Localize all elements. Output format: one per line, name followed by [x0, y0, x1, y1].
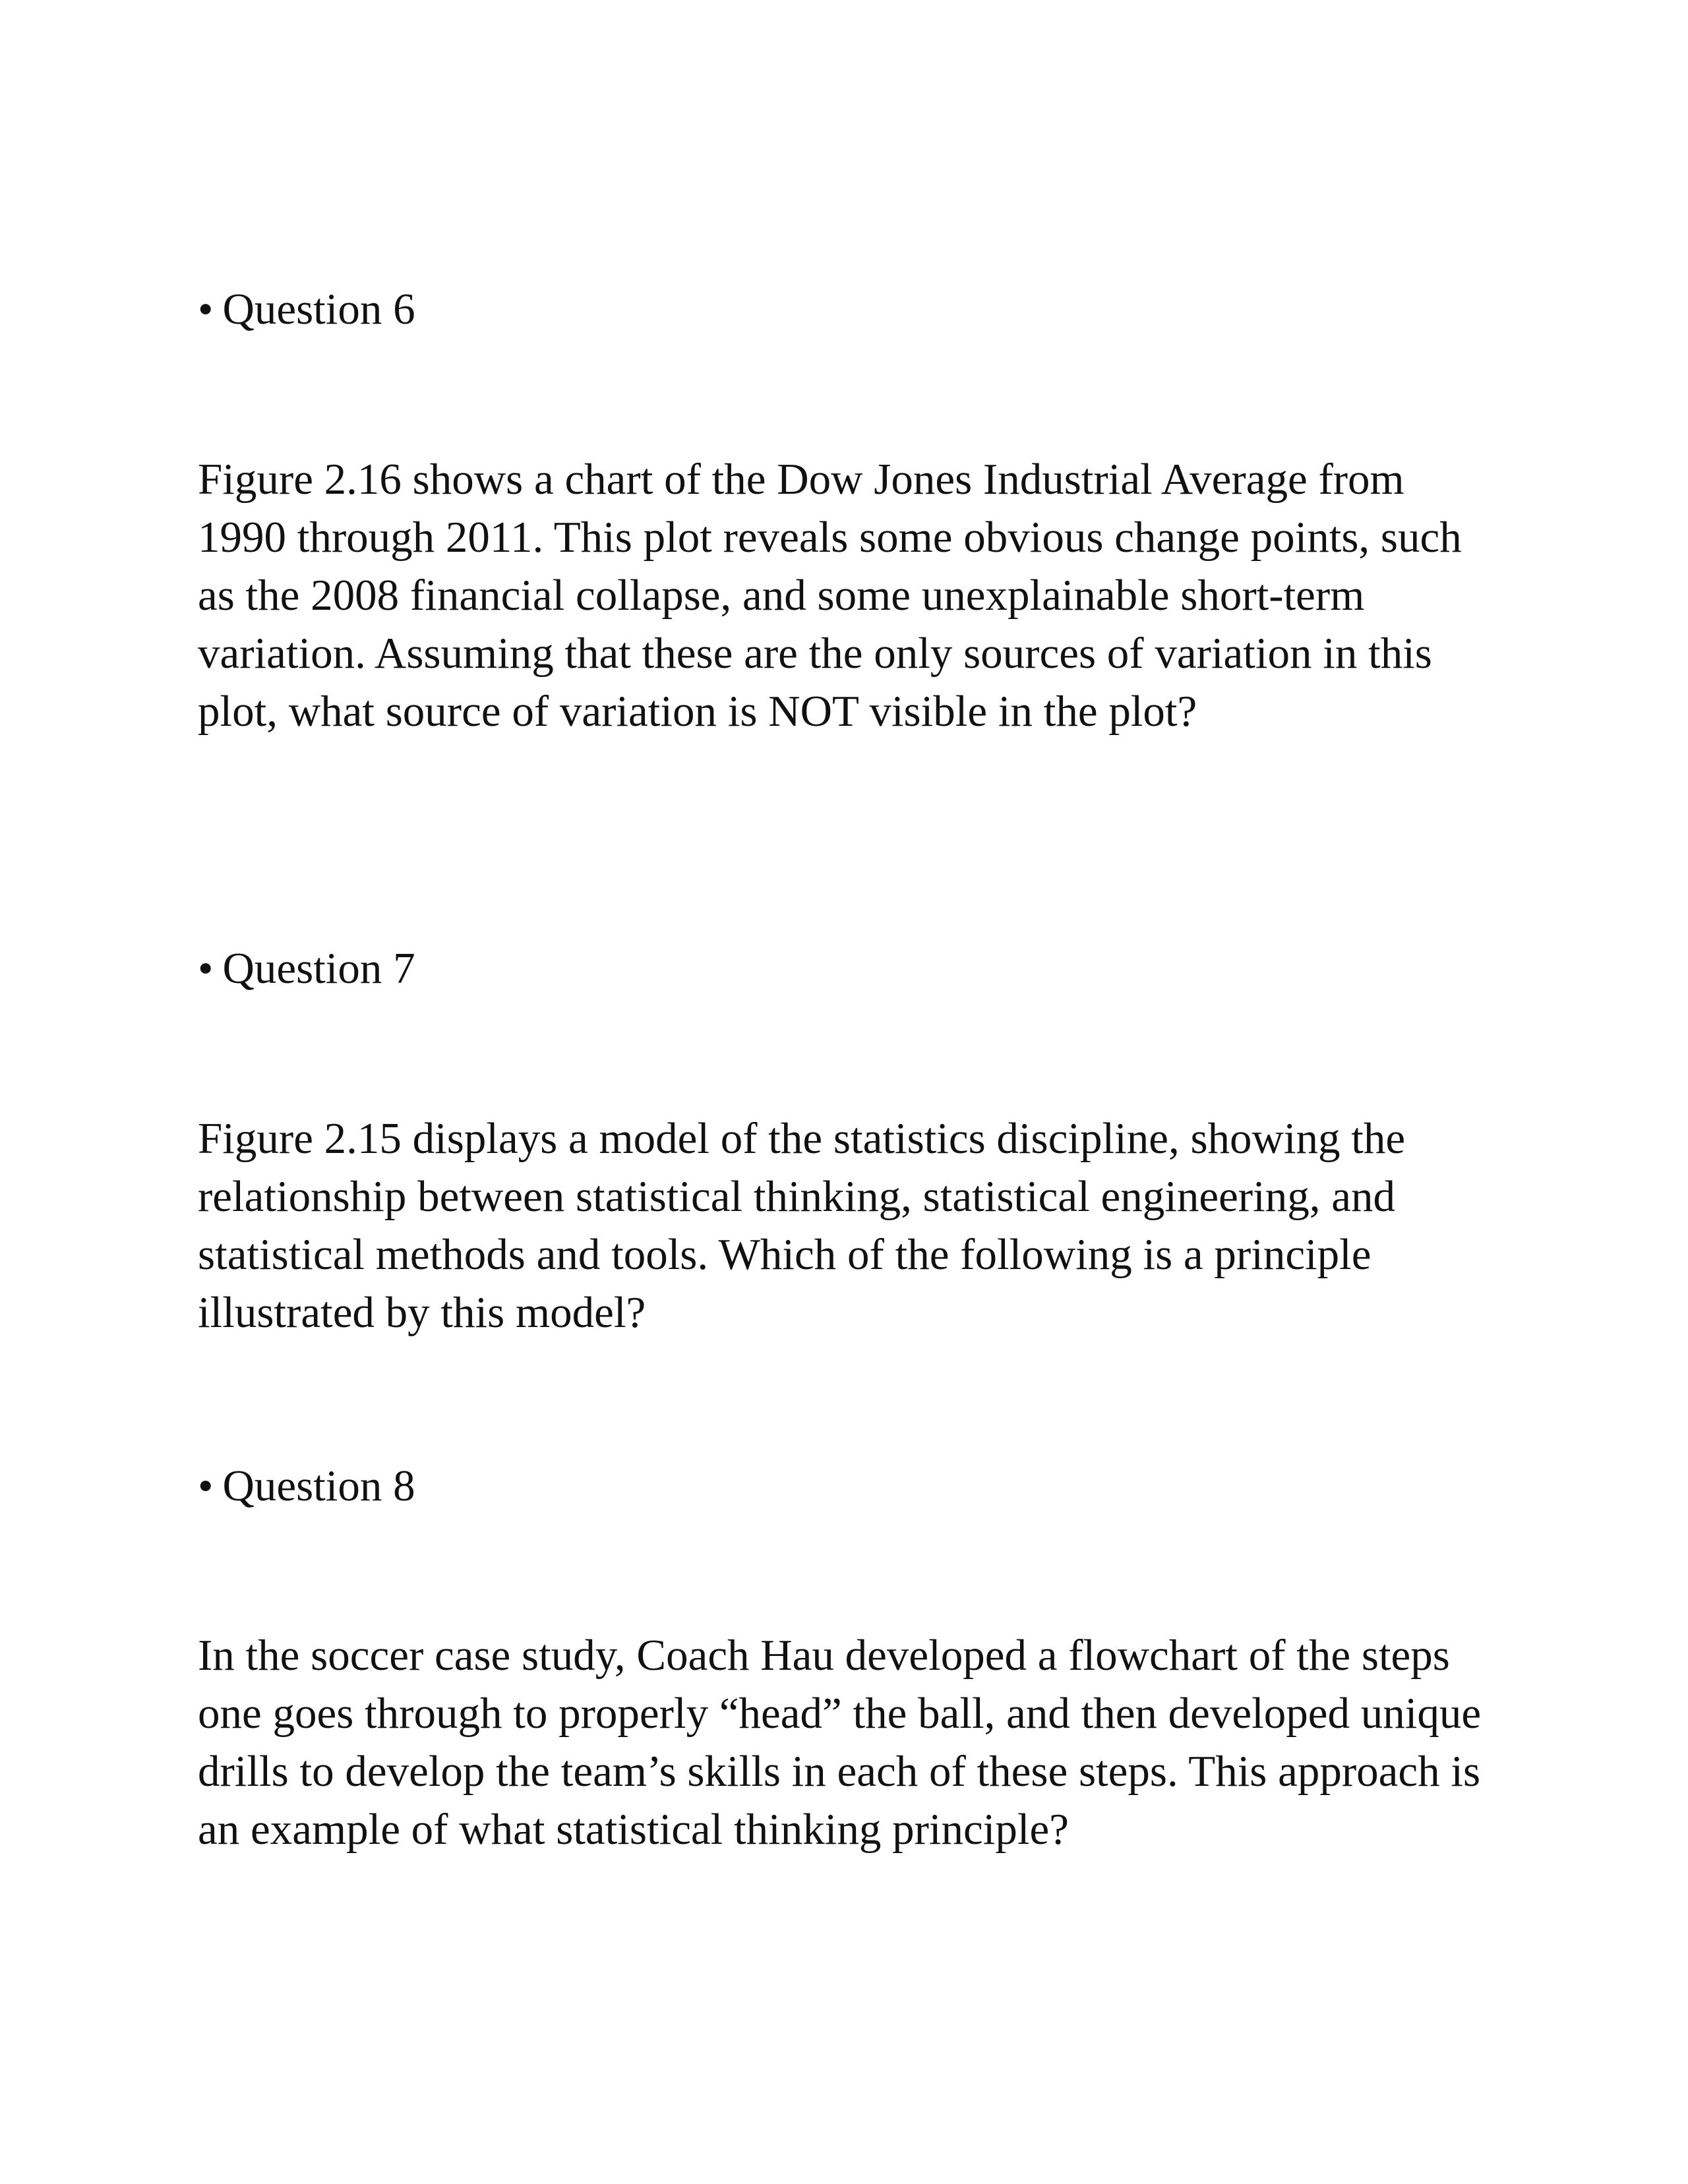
question-7-line-1: Figure 2.15 displays a model of the statistics discipline, showing the [198, 1114, 1406, 1163]
question-6-heading [198, 280, 1517, 338]
question-7-title: Question 7 [222, 944, 415, 993]
question-7-line-3: statistical methods and tools. Which of the following is a principle [198, 1230, 1372, 1279]
question-6-line-4: variation. Assuming that these are the only sources of variation in this [198, 629, 1432, 678]
question-6-line-5: plot, what source of variation is NOT visible in the plot? [198, 687, 1197, 736]
question-8-heading [198, 1457, 1517, 1515]
question-7-line-4: illustrated by this model? [198, 1288, 646, 1337]
question-8-title: Question 8 [222, 1461, 415, 1510]
question-6-title: Question 6 [222, 285, 415, 334]
question-6-line-3: as the 2008 financial collapse, and some unexplainable short-term [198, 571, 1365, 620]
question-6-line-2: 1990 through 2011. This plot reveals some obvious change points, such [198, 513, 1462, 562]
question-7-heading [198, 939, 1517, 997]
question-8-line-3: drills to develop the team’s skills in each of these steps. This approach is [198, 1747, 1481, 1796]
question-7-text [198, 1109, 1517, 1342]
bullet-icon: • [198, 285, 214, 334]
question-8-line-4: an example of what statistical thinking principle? [198, 1805, 1069, 1854]
bullet-icon: • [198, 944, 214, 993]
question-8-line-2: one goes through to properly “head” the ball, and then developed unique [198, 1689, 1482, 1738]
question-6-line-1: Figure 2.16 shows a chart of the Dow Jones Industrial Average from [198, 455, 1404, 504]
question-8-line-1: In the soccer case study, Coach Hau developed a flowchart of the steps [198, 1631, 1450, 1680]
question-6-text [198, 450, 1517, 740]
question-7-line-2: relationship between statistical thinking, statistical engineering, and [198, 1172, 1395, 1221]
question-8-text [198, 1626, 1517, 1858]
bullet-icon: • [198, 1461, 214, 1510]
